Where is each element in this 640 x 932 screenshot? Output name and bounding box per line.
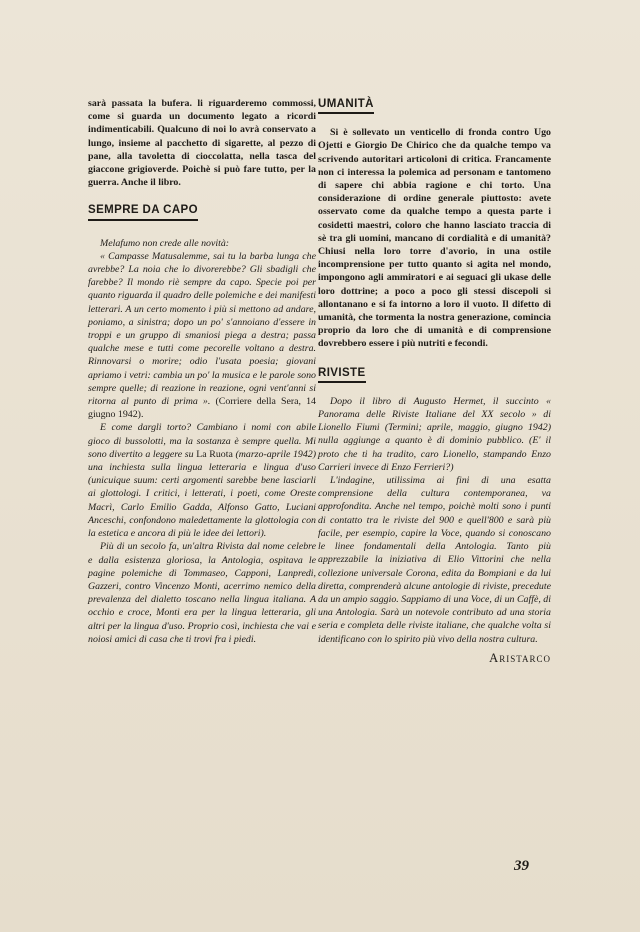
quote-paragraph	[88, 250, 316, 422]
paragraph-text-b: il succinto « Panorama delle Riviste Italiane del XX secolo » di Lionello Fiumi (Termini; aprile, maggio, giugno 1942) nulla aggiunge a quanto è di dominio pubblico. (E' il proto che ti ha tradito, caro Lionello, stampando Enzo Carrieri invece di Enzo Ferrieri?)	[318, 395, 551, 473]
paragraph-riviste-1	[318, 395, 551, 474]
paragraph-umanita: Si è sollevato un venticello di fronda contro Ugo Ojetti e Giorgio De Chirico che da qualche tempo va scrivendo autoritari articoloni di critica. Francamente non ci interessa la polemica ad personam e tantomeno di sapere chi abbia ragione e chi torto. Una considerazione di ordine generale piuttosto: avete osservato come da qualche tempo a questa parte i cosidetti maestri, coloro che hanno lasciato traccia di sè tra gli uomini, mancano di cordialità e di umanità? Chiusi nella loro torre d'avorio, in una ostile incomprensione per tutto quanto si agita nel mondo, impongono agli ammiratori e ai seguaci gli ukase delle loro dottrine; a poco a poco gli stessi discepoli si allontanano e si fa intorno a loro il vuoto. Il difetto di umanità, che tormenta la nostra generazione, comincia proprio da loro che di umanità e di comprensione dovrebbero essere i più nutriti e fecondi.	[318, 127, 551, 350]
section-heading-sempre-da-capo: SEMPRE DA CAPO	[88, 204, 198, 220]
paragraph-text-b: (marzo-aprile 1942) una inchiesta sulla lingua letteraria e lingua d'uso (unicuique suum: certi argomenti sarebbe bene lasciarli ai glottologi. I critici, i letterati, i poeti, come Oreste Macrì, Carlo Emilio Gadda, Alfonso Gatto, Luciani Anceschi, confondono maledettamente la glottologia con la estetica e ancora di più le idee dei lettori).	[88, 448, 316, 540]
author-name: Augusto Hermet,	[413, 395, 486, 407]
author-signature: Aristarco	[489, 650, 551, 665]
quote-source: (Corriere della Sera, 14 giugno 1942).	[88, 396, 316, 421]
journal-name: La Ruota	[196, 448, 233, 460]
left-column	[88, 97, 316, 646]
section-heading-umanita: UMANITÀ	[318, 98, 374, 114]
page-number: 39	[514, 858, 529, 874]
right-column	[318, 97, 551, 665]
section-heading-riviste: RIVISTE	[318, 367, 366, 383]
paragraph-text-a: E come dargli torto? Cambiano i nomi con abile gioco di bussolotti, ma la sostanza è sempre quella. Mi sono divertito a leggere su	[88, 422, 316, 460]
paragraph-antologia: Più di un secolo fa, un'altra Rivista dal nome celebre e dalla esistenza gloriosa, la Antologia, ospitava le pagine polemiche di Tommaseo, Capponi, Lanpredi, Gazzeri, contro Vincenzo Monti, acerrimo nemico della prevalenza del dialetto toscano nella lingua italiana. A occhio e croce, Monti era per la lingua letteraria, gli altri per la lingua d'uso. Proprio così, inchiesta che vai e noiosi amici di casa che ti trovi fra i piedi.	[88, 541, 316, 645]
intro-paragraph: sarà passata la bufera. li riguarderemo commossi, come si guarda un documento legato a ricordi indimenticabili. Qualcuno di noi lo avrà conservato a lungo, insieme al pacchetto di sigarette, al pezzo di pane, alla tavoletta di cioccolatta, nella tasca del giaccone grigioverde. Poichè si può fare tutto, per la guerra. Anche il libro.	[88, 98, 316, 189]
quote-text: « Campasse Matusalemme, sai tu la barba lunga che avrebbe? La noia che lo divorerebbe? Gli sbadigli che farebbe? Il mondo riè sempre da capo. Specie poi per quanto riguarda il quadro delle polemiche e dei manifesti letterari. A un certo momento i più si mettono ad andare, poniamo, a sinistra; dopo un po' s'annoiano d'essere in troppi e un gruppo di smaniosi piega a destra; passa qualche mese e tutti come pecorelle voltano a destra. Rinnovarsi o morire; odio l'usata poesia; giovani apriamo i vetri: cambia un po' la musica e le parole sono sempre quelle; di reazione in reazione, ogni vent'anni si ritorna al punto di prima ».	[88, 250, 317, 408]
paragraph-riviste-2: L'indagine, utilissima ai fini di una esatta comprensione della cultura contemporanea, va approfondita. Anche nel tempo, poichè molti sono i punti di contatto tra le riviste del 900 e quell'800 e sarà più facile, per esempio, capire la Voce, quando si conoscano le linee fondamentali della Antologia. Tanto più apprezzabile la iniziativa di Elio Vittorini che nella collezione universale Corona, edita da Bompiani e da lui diretta, comprenderà alcune antologie di riviste, precedute da un ampio saggio. Sappiamo di una Voce, di un Caffè, di una Antologia. Sarà un notevole contributo ad una storia seria e completa delle riviste italiane, che qualche volta si identificano con lo spirito più vivo della nostra cultura.	[318, 475, 551, 645]
quote-lead: Melafumo non crede alle novità:	[100, 237, 230, 249]
paragraph-la-ruota	[88, 421, 316, 540]
paragraph-text-a: Dopo il libro di	[330, 395, 407, 407]
